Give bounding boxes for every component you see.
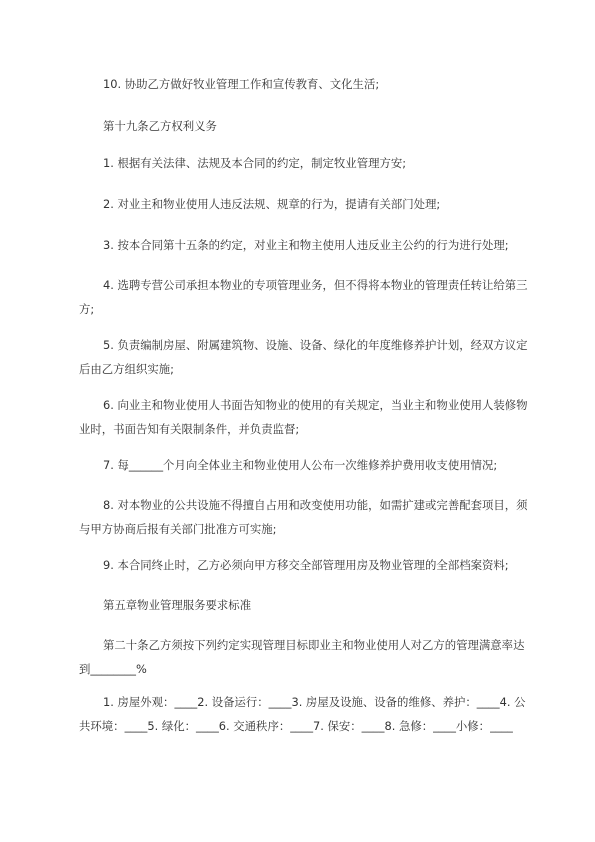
paragraph-2-report-violations: 2. 对业主和物业使用人违反法规、规章的行为，提请有关部门处理;: [103, 197, 441, 211]
paragraph-article-20-satisfaction: 第二十条乙方须按下列约定实现管理目标即业主和物业使用人对乙方的管理满意率达到________%: [79, 638, 525, 676]
paragraph-3-handle-violations: 3. 按本合同第十五条的约定，对业主和物主使用人违反业主公约的行为进行处理;: [103, 238, 509, 252]
paragraph-6-written-notice: 6. 向业主和物业使用人书面告知物业的使用的有关规定，当业主和物业使用人装修物业时，书面告知有关限制条件，并负责监督;: [79, 398, 528, 436]
paragraph-7-publish-expenses: 7. 每______个月向全体业主和物业使用人公布一次维修养护费用收支使用情况;: [103, 458, 498, 472]
paragraph-5-maintenance-plan: 5. 负责编制房屋、附属建筑物、设施、设备、绿化的年度维修养护计划，经双方议定后由乙方组织实施;: [79, 338, 528, 376]
section-heading-article-19: 第十九条乙方权利义务: [103, 119, 217, 133]
paragraph-4-hire-specialists: 4. 选聘专营公司承担本物业的专项管理业务，但不得将本物业的管理责任转让给第三方;: [79, 278, 528, 316]
paragraph-1-formulate-plan: 1. 根据有关法律、法规及本合同的约定，制定牧业管理方安;: [103, 156, 407, 170]
paragraph-10-assist-management: 10. 协助乙方做好牧业管理工作和宣传教育、文化生活;: [103, 77, 380, 91]
chapter-heading-5: 第五章物业管理服务要求标准: [103, 598, 252, 612]
paragraph-8-public-facilities: 8. 对本物业的公共设施不得擅自占用和改变使用功能，如需扩建或完善配套项目，须与甲方协商后报有关部门批准方可实施;: [79, 498, 528, 536]
paragraph-service-standards-list: 1. 房屋外观：____2. 设备运行：____3. 房屋及设施、设备的维修、养护：____4. 公共环境：____5. 绿化：____6. 交通秩序：____7. 保安：____8. 急修：____小修：____: [79, 695, 526, 733]
paragraph-9-handover-records: 9. 本合同终止时，乙方必须向甲方移交全部管理用房及物业管理的全部档案资料;: [103, 558, 509, 572]
